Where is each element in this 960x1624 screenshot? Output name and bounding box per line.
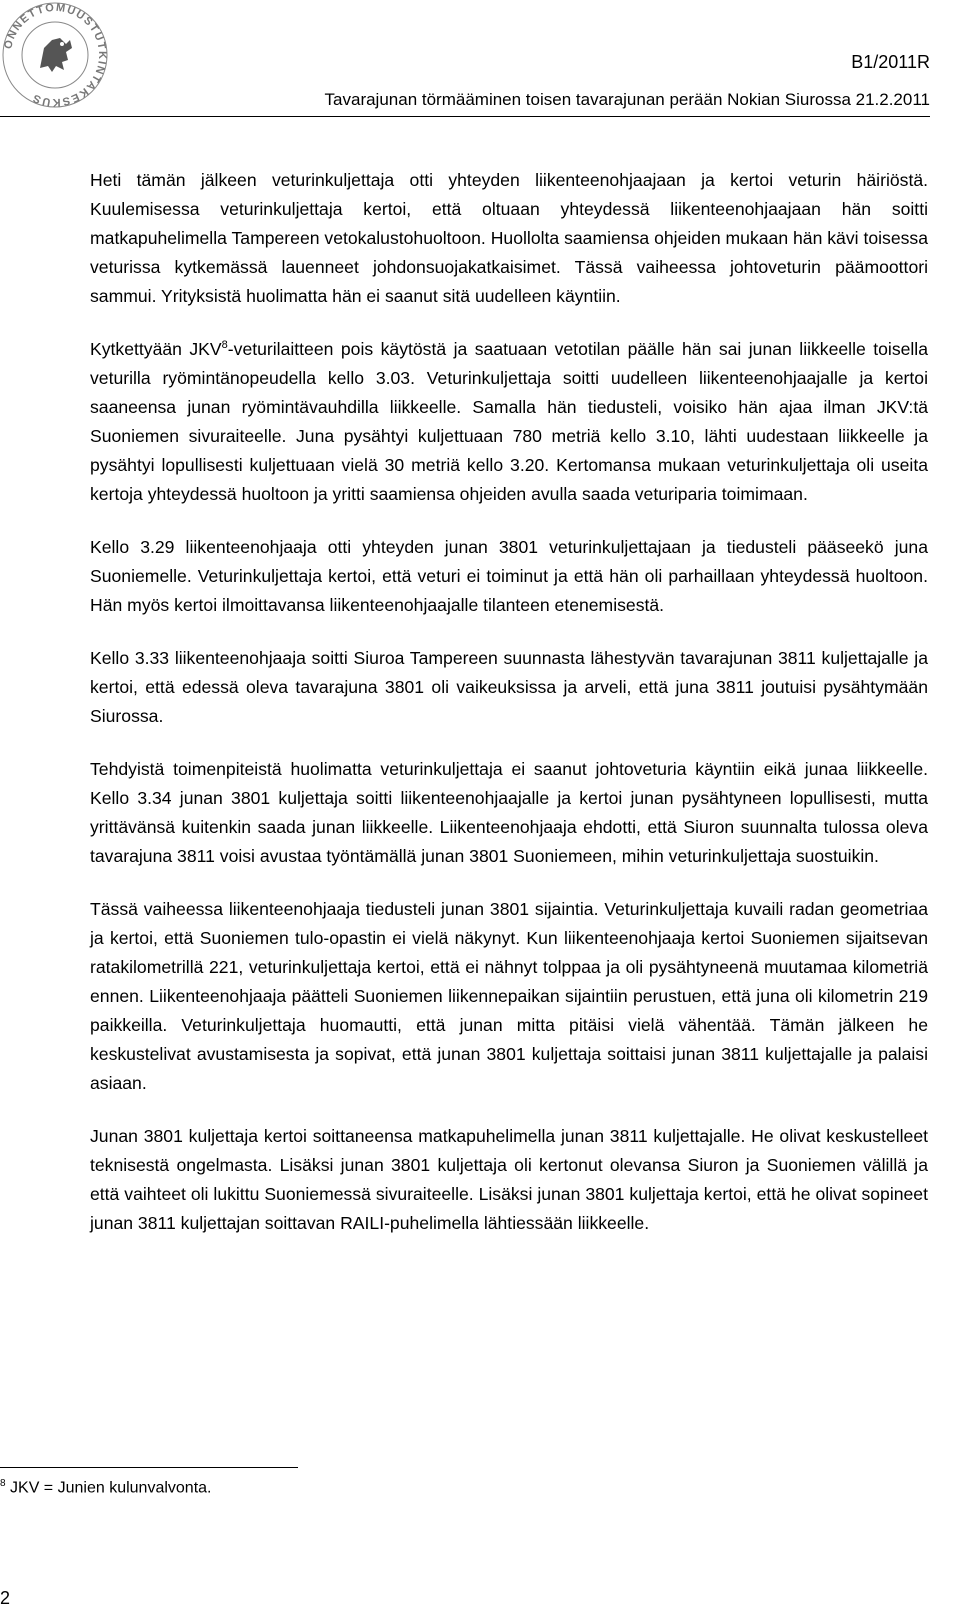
- logo-ring-text: ONNETTOMUUSTUTKINTAKESKUS: [2, 1, 109, 109]
- paragraph-text: Kytkettyään JKV: [90, 339, 222, 359]
- document-subtitle: [0, 90, 930, 117]
- document-subtitle-text: Tavarajunan törmääminen toisen tavarajunan perään Nokian Siurossa 21.2.2011: [324, 90, 930, 109]
- paragraph: Tehdyistä toimenpiteistä huolimatta veturinkuljettaja ei saanut johtoveturia käyntiin eikä junaa liikkeelle. Kello 3.34 junan 3801 kuljettaja soitti liikenteenohjaajalle ja kertoi junan pysähtyneen lopullisesti, mutta yrittävänsä kuitenkin saada junan liikkeelle. Liikenteenohjaaja ehdotti, että Siuron suunnalta tulossa oleva tavarajuna 3811 voisi avustaa työntämällä junan 3801 Suoniemeen, mihin veturinkuljettaja suostuikin.: [90, 759, 928, 866]
- lion-icon: [40, 38, 72, 72]
- paragraph: Kello 3.29 liikenteenohjaaja otti yhteyden junan 3801 veturinkuljettajaan ja tiedusteli pääseekö juna Suoniemelle. Veturinkuljettaja kertoi, että veturi ei toiminut ja että hän oli parhaillaan yhteydessä huoltoon. Hän myös kertoi ilmoittavansa liikenteenohjaajalle tilanteen etenemisestä.: [90, 537, 928, 615]
- footnote: [0, 1478, 211, 1497]
- paragraph: Tässä vaiheessa liikenteenohjaaja tiedusteli junan 3801 sijaintia. Veturinkuljettaja kuvaili radan geometriaa ja kertoi, että Suoniemen tulo-opastin ei vielä näkynyt. Kun liikenteenohjaaja kertoi Suoniemen sijaitsevan ratakilometrillä 221, veturinkuljettaja kertoi, että ei nähnyt tolppaa ja oli pysähtyneenä muutamaa kilometriä ennen. Liikenteenohjaaja päätteli Suoniemen liikennepaikan sijaintiin perustuen, että juna oli kilometrin 219 paikkeilla. Veturinkuljettaja huomautti, että junan mitta pitäisi vielä vähentää. Tämän jälkeen he keskustelivat avustamisesta ja sopivat, että junan 3801 kuljettaja soittaisi junan 3811 kuljettajalle ja palaisi asiaan.: [90, 899, 928, 1093]
- paragraph: Junan 3801 kuljettaja kertoi soittaneensa matkapuhelimella junan 3811 kuljettajalle. He olivat keskustelleet teknisestä ongelmasta. Lisäksi junan 3801 kuljettaja oli kertonut olevansa Siuron ja Suoniemen välillä ja että vaihteet oli lukittu Suoniemessä sivuraiteelle. Lisäksi junan 3801 kuljettaja kertoi, että he olivat sopineet junan 3811 kuljettajan soittavan RAILI-puhelimella lähtiessään liikkeelle.: [90, 1126, 928, 1233]
- footnote-reference: 8: [221, 339, 228, 352]
- paragraph: Kello 3.33 liikenteenohjaaja soitti Siuroa Tampereen suunnasta lähestyvän tavarajunan 3811 kuljettajalle ja kertoi, että edessä oleva tavarajuna 3801 oli vaikeuksissa ja arveli, että juna 3811 joutuisi pysähtymään Siurossa.: [90, 648, 928, 726]
- paragraph-text: -veturilaitteen pois käytöstä ja saatuaan vetotilan päälle hän sai junan liikkeelle toisella veturilla ryömintänopeudella kello 3.03. Veturinkuljettaja soitti uudelleen liikenteenohjaajalle ja kertoi saaneensa junan ryömintävauhdilla liikkeelle. Samalla hän tiedusteli, voisiko hän ajaa ilman JKV:tä Suoniemen sivuraiteelle. Juna pysähtyi kuljettuaan 780 metriä kello 3.10, lähti uudestaan liikkeelle ja pysähtyi lopullisesti kuljettuaan vielä 30 metriä kello 3.20. Kertomansa mukaan veturinkuljettaja oli useita kertoja yhteydessä huoltoon ja yritti saamiensa ohjeiden avulla saada veturiparia toimimaan.: [90, 339, 929, 504]
- footnote-text: JKV = Junien kulunvalvonta.: [10, 1479, 212, 1497]
- paragraph: Heti tämän jälkeen veturinkuljettaja otti yhteyden liikenteenohjaajaan ja kertoi veturin häiriöstä. Kuulemisessa veturinkuljettaja kertoi, että oltuaan yhteydessä liikenteenohjaajaan hän soitti matkapuhelimella Tampereen vetokalustohuoltoon. Huollolta saamiensa ohjeiden mukaan hän kävi toisessa veturissa kytkemässä lauenneet johdonsuojakatkaisimet. Tässä vaiheessa johtoveturin päämoottori sammui. Yrityksistä huolimatta hän ei saanut sitä uudelleen käyntiin.: [90, 170, 928, 306]
- paragraph: [90, 335, 928, 509]
- page-number: 2: [0, 1588, 11, 1608]
- document-body: [90, 166, 928, 1262]
- footnote-divider: [0, 1467, 298, 1468]
- document-id: B1/2011R: [851, 52, 930, 72]
- footnote-number: 8: [0, 1478, 6, 1489]
